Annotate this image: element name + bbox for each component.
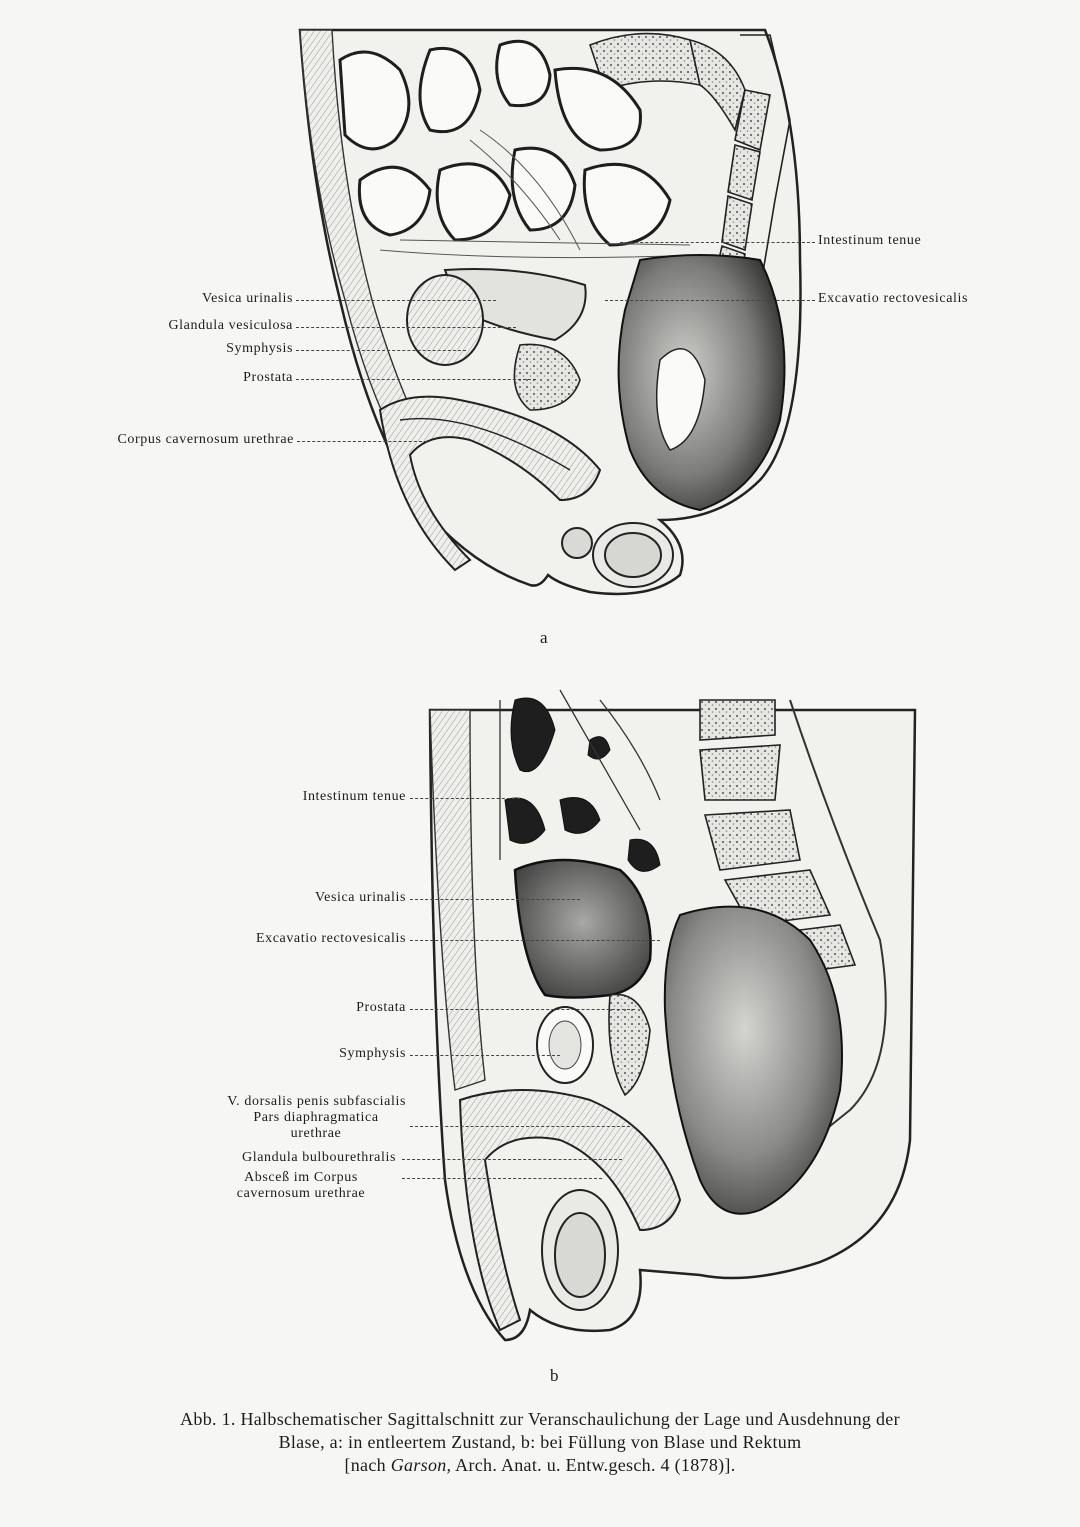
leader-vesica-a bbox=[296, 300, 496, 301]
panel-letter-a: a bbox=[540, 628, 548, 647]
label-glandula-vesiculosa-a: Glandula vesiculosa bbox=[168, 318, 293, 333]
testis-b bbox=[542, 1190, 618, 1310]
label-absces-b bbox=[206, 1170, 396, 1202]
caption-line3-prefix: [nach bbox=[344, 1455, 391, 1475]
caption-line2: Blase, a: in entleertem Zustand, b: bei Füllung von Blase und Rektum bbox=[278, 1432, 802, 1452]
label-excavatio-b: Excavatio rectovesicalis bbox=[255, 931, 406, 946]
figure-caption bbox=[60, 1408, 1020, 1477]
caption-author: Garson, bbox=[390, 1455, 452, 1475]
leader-intestinum-tenue-a bbox=[620, 242, 815, 243]
label-pars-diaphragmatica-line2: urethrae bbox=[290, 1126, 342, 1141]
label-symphysis-a: Symphysis bbox=[226, 341, 293, 356]
label-vesica-b: Vesica urinalis bbox=[314, 890, 406, 905]
label-prostata-b: Prostata bbox=[356, 1000, 406, 1015]
label-pars-diaphragmatica-b bbox=[206, 1110, 426, 1142]
label-symphysis-b: Symphysis bbox=[339, 1046, 406, 1061]
leader-symphysis-a bbox=[296, 350, 466, 351]
label-prostata-a: Prostata bbox=[243, 370, 293, 385]
leader-prostata-b bbox=[410, 1009, 635, 1010]
leader-excavatio-b bbox=[410, 940, 660, 941]
leader-glandula-vesiculosa-a bbox=[296, 327, 516, 328]
symphysis bbox=[407, 275, 483, 365]
leader-symphysis-b bbox=[410, 1055, 560, 1056]
label-pars-diaphragmatica-line1: Pars diaphragmatica bbox=[253, 1110, 379, 1125]
leader-pars-diaphragmatica-b bbox=[410, 1126, 635, 1127]
leader-corpus-cavernosum-a bbox=[297, 441, 427, 442]
label-corpus-cavernosum-a: Corpus cavernosum urethrae bbox=[117, 432, 294, 447]
leader-vesica-b bbox=[410, 899, 580, 900]
sagittal-section-filled-bladder bbox=[0, 660, 1080, 1400]
label-glandula-bulbourethralis-b: Glandula bulbourethralis bbox=[242, 1150, 396, 1165]
label-excavatio-a: Excavatio rectovesicalis bbox=[818, 291, 969, 306]
label-vesica-a: Vesica urinalis bbox=[201, 291, 293, 306]
label-intestinum-tenue-a: Intestinum tenue bbox=[818, 233, 922, 248]
panel-letter-b: b bbox=[550, 1366, 559, 1385]
leader-intestinum-tenue-b bbox=[410, 798, 520, 799]
caption-line3 bbox=[60, 1454, 1020, 1477]
bladder-b bbox=[515, 860, 651, 998]
leader-prostata-a bbox=[296, 379, 536, 380]
leader-glandula-bulbourethralis-b bbox=[402, 1159, 622, 1160]
label-absces-line2: cavernosum urethrae bbox=[236, 1186, 366, 1201]
label-v-dorsalis-b: V. dorsalis penis subfascialis bbox=[227, 1094, 406, 1109]
caption-line1: Abb. 1. Halbschematischer Sagittalschnitt zur Veranschaulichung der Lage und Ausdehnung der bbox=[180, 1409, 900, 1429]
label-absces-line1: Absceß im Corpus bbox=[244, 1170, 358, 1185]
leader-excavatio-a bbox=[605, 300, 815, 301]
caption-line3-suffix: Arch. Anat. u. Entw.gesch. 4 (1878)]. bbox=[451, 1455, 736, 1475]
label-intestinum-tenue-b: Intestinum tenue bbox=[302, 789, 406, 804]
leader-absces-b bbox=[402, 1178, 602, 1179]
